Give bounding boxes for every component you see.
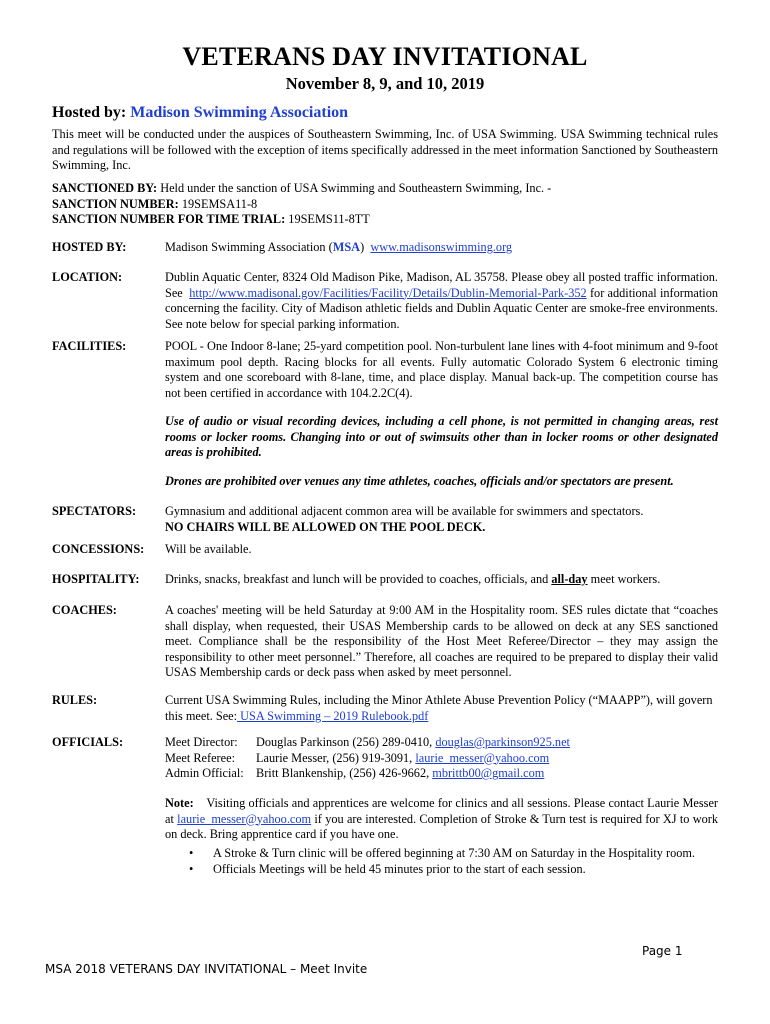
location-details: for additional information concerning the facility. City of Madison athletic fields and Dublin Aquatic Center are smoke-free environments. See note below for special parking information.	[165, 285, 719, 331]
rules-text	[165, 693, 718, 724]
officials-note	[165, 796, 718, 877]
hosted-by-heading	[52, 104, 348, 122]
official-row	[165, 735, 718, 751]
host-website-link[interactable]: www.madisonswimming.org	[370, 240, 513, 254]
hosted-by-label: Hosted by:	[52, 104, 127, 121]
coaches-label: COACHES:	[52, 603, 117, 617]
sanctioned-by-text: Held under the sanction of USA Swimming and Southeastern Swimming, Inc. -	[160, 181, 552, 195]
document-title: VETERANS DAY INVITATIONAL	[182, 42, 588, 71]
note-text-end: if you are interested. Completion of Stroke & Turn test is required for XJ to work on deck. Bring apprentice card if you have one.	[165, 811, 718, 841]
official-role: Admin Official:	[165, 766, 244, 780]
rules-label: RULES:	[52, 693, 98, 707]
page-number: Page 1	[642, 944, 683, 958]
facility-details-link[interactable]: http://www.madisonal.gov/Facilities/Facility/Details/Dublin-Memorial-Park-352	[189, 285, 587, 300]
hospitality-info: Drinks, snacks, breakfast and lunch will be provided to coaches, officials, and	[165, 572, 549, 586]
list-item: • A Stroke & Turn clinic will be offered beginning at 7:30 AM on Saturday in the Hospitality room.	[213, 845, 718, 861]
concessions-label: CONCESSIONS:	[52, 542, 145, 556]
drones-notice: Drones are prohibited over venues any time athletes, coaches, officials and/or spectators are present.	[165, 474, 674, 488]
location-label: LOCATION:	[52, 270, 123, 284]
official-person: Douglas Parkinson (256) 289-0410,	[256, 735, 436, 749]
sanction-number: 19SEMSA11-8	[181, 196, 258, 211]
hospitality-info-end: meet workers.	[590, 572, 661, 586]
sanction-block	[52, 181, 718, 228]
host-abbreviation: MSA	[332, 240, 361, 254]
official-person: Laurie Messer, (256) 919-3091,	[256, 750, 416, 765]
official-person: Britt Blankenship, (256) 426-9662,	[256, 766, 433, 780]
officials-list	[165, 735, 718, 782]
officials-label: OFFICIALS:	[52, 735, 124, 749]
hospitality-label: HOSPITALITY:	[52, 572, 140, 586]
meet-dates: November 8, 9, and 10, 2019	[285, 74, 485, 93]
facilities-label: FACILITIES:	[52, 339, 127, 353]
official-email-link[interactable]: douglas@parkinson925.net	[435, 735, 570, 749]
hosted-by-row-label: HOSTED BY:	[52, 240, 127, 254]
no-chairs-notice: NO CHAIRS WILL BE ALLOWED ON THE POOL DECK.	[165, 519, 486, 534]
hosted-by-name: Madison Swimming Association	[130, 104, 349, 121]
rules-info: Current USA Swimming Rules, including the Minor Athlete Abuse Prevention Policy (“MAAPP”), will govern this meet. See:	[165, 693, 713, 723]
all-day-emphasis: all-day	[551, 572, 588, 586]
list-item: • Officials Meetings will be held 45 minutes prior to the start of each session.	[213, 861, 718, 877]
host-name-text: Madison Swimming Association (	[165, 240, 333, 254]
official-email-link[interactable]: mbrittb00@gmail.com	[432, 766, 545, 780]
host-paren: )	[360, 240, 365, 254]
time-trial-sanction-label: SANCTION NUMBER FOR TIME TRIAL:	[52, 212, 286, 226]
location-text	[165, 270, 718, 332]
facilities-text: POOL - One Indoor 8-lane; 25-yard competition pool. Non-turbulent lane lines with 4-foot minimum and 9-foot maximum pool depth. Racing blocks for all events. Fully automatic Colorado System 6 electronic timing system and one scoreboard with 8-lane, time, and place display. Manual back-up. The competition course has not been certified in accordance with 104.2.2C(4).	[165, 339, 718, 400]
intro-paragraph: This meet will be conducted under the auspices of Southeastern Swimming, Inc. of USA Swimming. USA Swimming technical rules and regulations will be followed with the exception of items specifically addressed in the meet information Sanctioned by Southeastern Swimming, Inc.	[52, 127, 718, 172]
coaches-text: A coaches' meeting will be held Saturday at 9:00 AM in the Hospitality room. SES rules dictate that “coaches shall display, when requested, their USAS Membership cards to be allowed on deck at any SES sanctioned meet. Compliance shall be the responsibility of the Host Meet Referee/Director – they may assign the responsibility to other meet personnel.” Therefore, all coaches are required to be prepared to display their valid USAS Membership cards or deck pass when asked by meet personnel.	[165, 603, 718, 679]
spectators-label: SPECTATORS:	[52, 504, 137, 518]
official-row	[165, 751, 718, 767]
sanctioned-by-label: SANCTIONED BY:	[52, 181, 158, 195]
document-footer: MSA 2018 VETERANS DAY INVITATIONAL – Meet Invite	[45, 962, 368, 976]
note-label: Note:	[165, 796, 194, 810]
location-address: Dublin Aquatic Center, 8324 Old Madison Pike, Madison, AL 35758. Please obey all posted traffic information. See	[165, 270, 718, 300]
official-role: Meet Director:	[165, 735, 238, 749]
sanction-number-label: SANCTION NUMBER:	[52, 196, 179, 211]
hosted-by-text	[165, 240, 718, 256]
official-email-link[interactable]: laurie_messer@yahoo.com	[415, 750, 550, 765]
spectators-text	[165, 504, 718, 535]
spectators-info: Gymnasium and additional adjacent common area will be available for swimmers and spectators.	[165, 504, 644, 518]
concessions-text: Will be available.	[165, 542, 252, 556]
official-role: Meet Referee:	[165, 750, 235, 765]
official-row	[165, 766, 718, 782]
note-text: Visiting officials and apprentices are welcome for clinics and all sessions. Please contact Laurie Messer at	[165, 796, 719, 826]
rulebook-link[interactable]: USA Swimming – 2019 Rulebook.pdf	[237, 708, 429, 723]
recording-devices-notice: Use of audio or visual recording devices, including a cell phone, is not permitted in changing areas, rest rooms or locker rooms. Changing into or out of swimsuits other than in locker rooms or other designated areas is prohibited.	[165, 414, 718, 459]
hospitality-text	[165, 572, 718, 588]
note-email-link[interactable]: laurie_messer@yahoo.com	[177, 811, 312, 826]
time-trial-sanction-number: 19SEMS11-8TT	[288, 212, 370, 226]
officials-bullets	[165, 845, 718, 877]
